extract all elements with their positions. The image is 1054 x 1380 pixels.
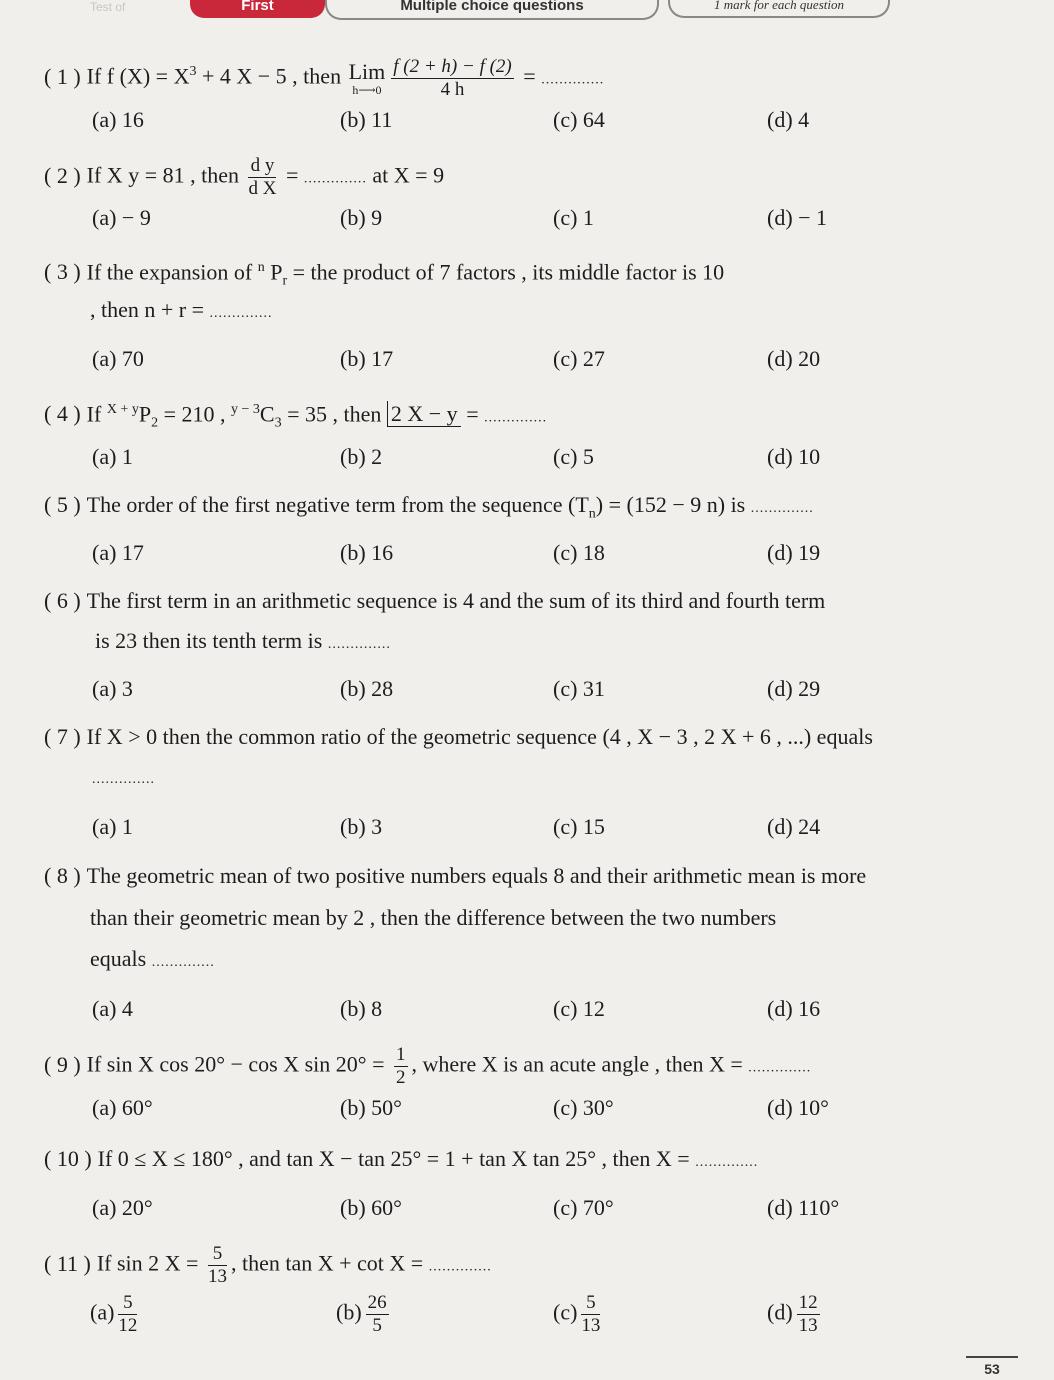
question-3: ( 3 ) If the expansion of $^n$ $P_r$ = the product of 7 factors , its middle factor is 10 bbox=[44, 259, 725, 289]
option-d[interactable]: (d) 4 bbox=[767, 107, 810, 132]
option-d[interactable]: (d) 29 bbox=[767, 676, 821, 701]
question-10: ( 10 ) If 0 ≤ X ≤ 180° , and tan X − tan 25° = 1 + tan X tan 25° , then X = .............. bbox=[44, 1146, 759, 1171]
question-8: ( 8 ) The geometric mean of two positive numbers equals 8 and their arithmetic mean is more bbox=[44, 863, 867, 888]
question-11: ( 11 ) If sin 2 X = $\frac{5}{13}$ , then tan X + cot X = .............. bbox=[44, 1243, 492, 1287]
option-c[interactable]: (c) 1 bbox=[553, 205, 594, 230]
option-d[interactable]: (d) 24 bbox=[767, 814, 821, 839]
option-c[interactable]: (c) 27 bbox=[553, 346, 605, 371]
option-c[interactable]: (c) 64 bbox=[553, 107, 605, 132]
option-b[interactable]: (b) 8 bbox=[340, 996, 383, 1021]
option-a[interactable]: (a) 1 bbox=[92, 814, 133, 839]
question-6: ( 6 ) The first term in an arithmetic sequence is 4 and the sum of its third and fourth term bbox=[44, 588, 826, 613]
page-number: 53 bbox=[966, 1356, 1018, 1380]
option-b[interactable]: (b) 50° bbox=[340, 1095, 402, 1120]
question-3-continued: , then n + r = .............. bbox=[90, 297, 273, 322]
option-c[interactable]: (c) 12 bbox=[553, 996, 605, 1021]
option-a[interactable]: (a) − 9 bbox=[92, 205, 151, 230]
question-4: ( 4 ) If $^{X + y}P_2 = 210$ , $^{y - 3}C_3 = 35$ , then 2 X − y = .............. bbox=[44, 401, 548, 431]
question-2: ( 2 ) If X y = 81 , then $\frac{\text{d y}}{\text{d X}}$ = .............. at X = 9 bbox=[44, 155, 445, 199]
fraction: $\frac{5}{13}$ bbox=[207, 1243, 227, 1287]
option-c[interactable]: (c) 18 bbox=[553, 540, 605, 565]
option-d[interactable]: (d) $\frac{12}{13}$ bbox=[767, 1292, 818, 1336]
option-a[interactable]: (a) 4 bbox=[92, 996, 133, 1021]
fraction: $\frac{12}{13}$ bbox=[798, 1292, 818, 1336]
limit-expression: Lim h⟶0 bbox=[348, 58, 386, 97]
option-a[interactable]: (a) 3 bbox=[92, 676, 133, 701]
option-a[interactable]: (a) 17 bbox=[92, 540, 144, 565]
option-b[interactable]: (b) 2 bbox=[340, 444, 383, 469]
option-d[interactable]: (d) 20 bbox=[767, 346, 821, 371]
option-c[interactable]: (c) 31 bbox=[553, 676, 605, 701]
option-b[interactable]: (b) 16 bbox=[340, 540, 394, 565]
section-title: Multiple choice questions bbox=[325, 0, 659, 20]
option-d[interactable]: (d) 16 bbox=[767, 996, 821, 1021]
option-d[interactable]: (d) 19 bbox=[767, 540, 821, 565]
option-c[interactable]: (c) $\frac{5}{13}$ bbox=[553, 1292, 601, 1336]
option-d[interactable]: (d) 10° bbox=[767, 1095, 829, 1120]
question-8-line-2: than their geometric mean by 2 , then the difference between the two numbers bbox=[90, 905, 777, 930]
option-c[interactable]: (c) 30° bbox=[553, 1095, 614, 1120]
factorial-expression: 2 X − y bbox=[387, 401, 461, 427]
option-d[interactable]: (d) 110° bbox=[767, 1195, 840, 1220]
option-a[interactable]: (a) 20° bbox=[92, 1195, 153, 1220]
option-b[interactable]: (b) 9 bbox=[340, 205, 383, 230]
mark-note: 1 mark for each question bbox=[668, 0, 890, 18]
option-a[interactable]: (a) 60° bbox=[92, 1095, 153, 1120]
option-b[interactable]: (b) 17 bbox=[340, 346, 394, 371]
option-b[interactable]: (b) $\frac{26}{5}$ bbox=[336, 1292, 387, 1336]
option-a[interactable]: (a) 1 bbox=[92, 444, 133, 469]
option-a[interactable]: (a) 70 bbox=[92, 346, 144, 371]
faded-header-text: Test of bbox=[90, 0, 126, 14]
section-tab: First bbox=[190, 0, 325, 18]
option-d[interactable]: (d) − 1 bbox=[767, 205, 828, 230]
fraction: $\frac{26}{5}$ bbox=[367, 1292, 387, 1336]
option-b[interactable]: (b) 11 bbox=[340, 107, 393, 132]
fraction: $\frac{\text{d y}}{\text{d X}}$ bbox=[248, 155, 277, 199]
option-b[interactable]: (b) 60° bbox=[340, 1195, 402, 1220]
option-c[interactable]: (c) 70° bbox=[553, 1195, 614, 1220]
option-a[interactable]: (a) 16 bbox=[92, 107, 144, 132]
question-1: ( 1 ) If f $(X) = X^3 + 4$ X − 5 , then Lim h⟶0 $\frac{f (2 + h) - f (2)}{4 h}$ = .............. bbox=[44, 56, 605, 100]
question-7: ( 7 ) If X > 0 then the common ratio of the geometric sequence (4 , X − 3 , 2 X + 6 , ...) equals bbox=[44, 724, 873, 749]
option-d[interactable]: (d) 10 bbox=[767, 444, 821, 469]
question-7-continued: .............. bbox=[92, 772, 155, 787]
option-b[interactable]: (b) 28 bbox=[340, 676, 394, 701]
option-a[interactable]: (a) $\frac{5}{12}$ bbox=[90, 1292, 138, 1336]
fraction: $\frac{5}{13}$ bbox=[581, 1292, 601, 1336]
fraction: $\frac{5}{12}$ bbox=[118, 1292, 138, 1336]
option-c[interactable]: (c) 5 bbox=[553, 444, 594, 469]
question-5: ( 5 ) The order of the first negative term from the sequence $(T_n) = (152 - 9$ n) is .............. bbox=[44, 492, 814, 522]
fraction: $\frac{f (2 + h) - f (2)}{4 h}$ bbox=[393, 56, 512, 100]
fraction: $\frac{1}{2}$ bbox=[396, 1044, 406, 1088]
question-8-line-3: equals .............. bbox=[90, 946, 215, 971]
option-c[interactable]: (c) 15 bbox=[553, 814, 605, 839]
header-bar bbox=[0, 0, 1054, 22]
question-9: ( 9 ) If sin X cos 20° − cos X sin 20° = $\frac{1}{2}$ , where X is an acute angle , then X = .............. bbox=[44, 1044, 812, 1088]
option-b[interactable]: (b) 3 bbox=[340, 814, 383, 839]
question-6-continued: is 23 then its tenth term is .............. bbox=[95, 628, 391, 653]
